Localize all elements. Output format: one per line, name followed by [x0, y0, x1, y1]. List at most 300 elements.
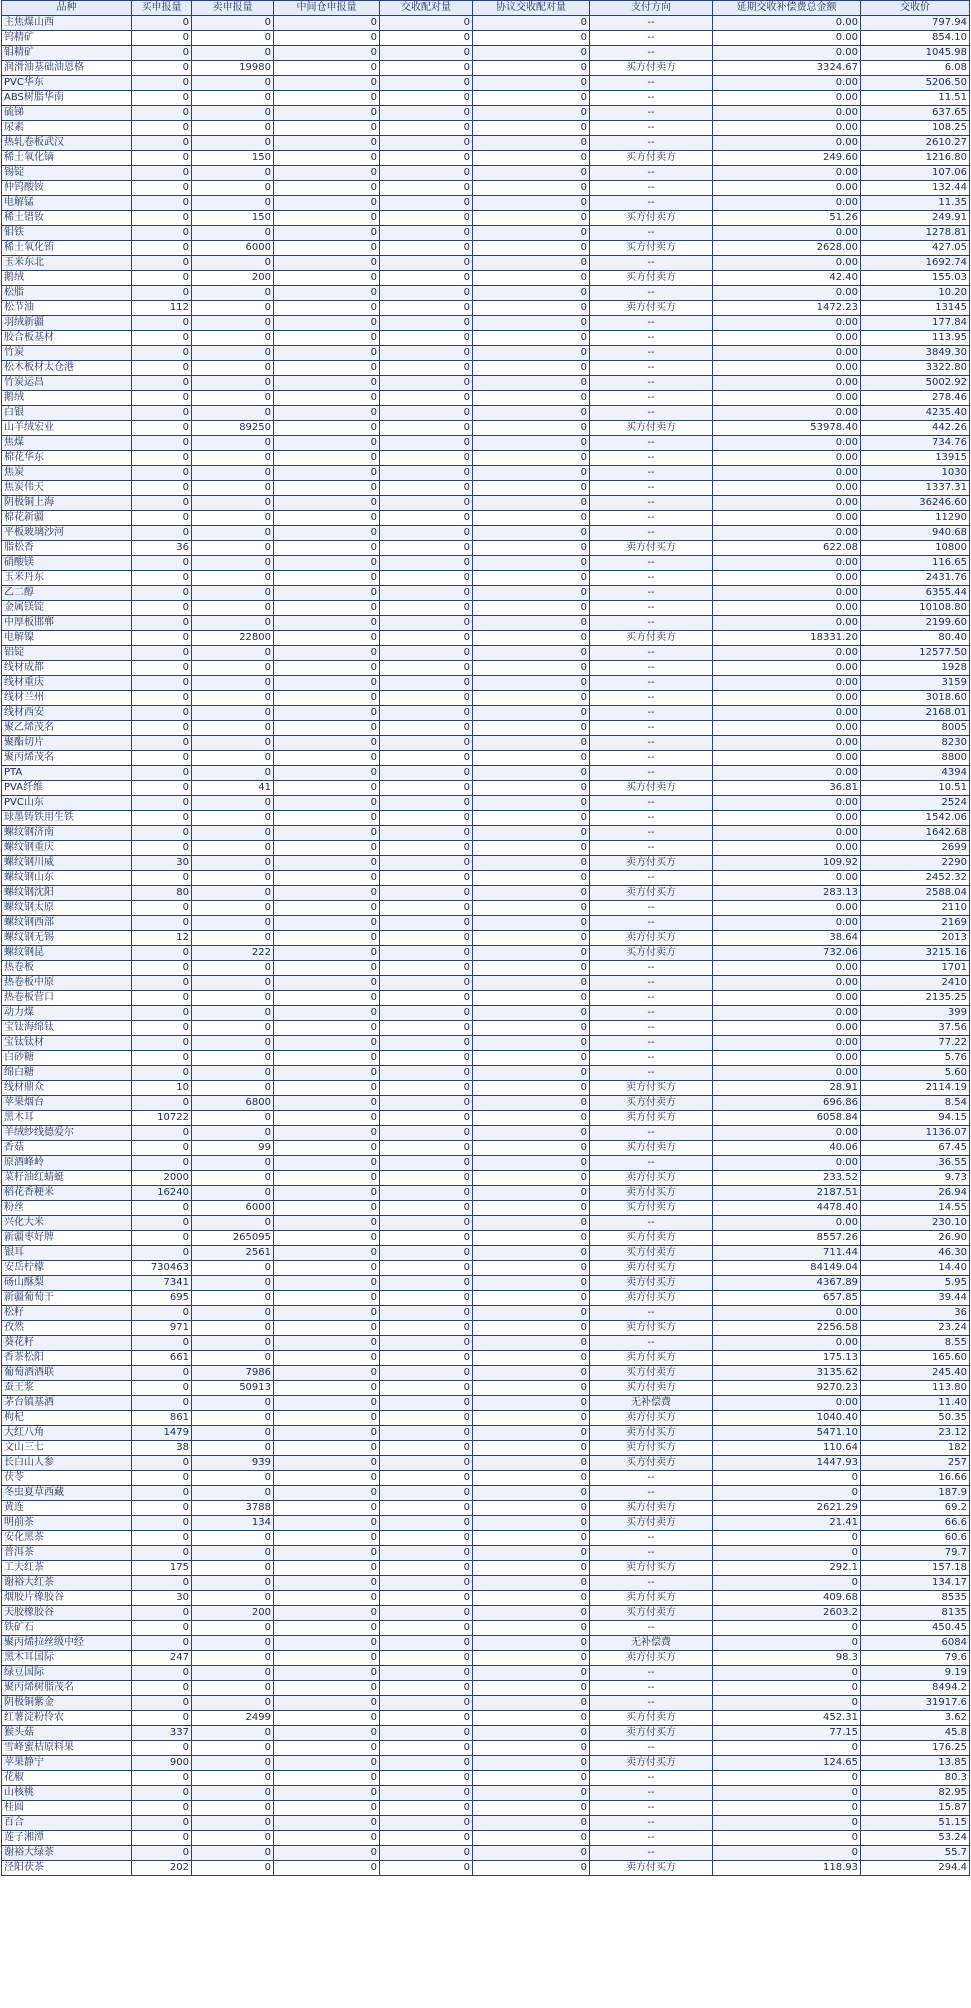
variety-cell: 尿素	[2, 121, 132, 136]
agreement-matched-cell: 0	[473, 931, 590, 946]
buy-declared-cell: 0	[132, 316, 192, 331]
table-row	[2, 1411, 970, 1426]
table-row	[2, 436, 970, 451]
delivery-price-cell: 3018.60	[861, 691, 970, 706]
buy-declared-cell: 0	[132, 1801, 192, 1816]
delivery-price-cell: 50.35	[861, 1411, 970, 1426]
compensation-total-cell: 0.00	[713, 121, 861, 136]
table-row	[2, 736, 970, 751]
compensation-total-cell: 18331.20	[713, 631, 861, 646]
buy-declared-cell: 0	[132, 1846, 192, 1861]
sell-declared-cell: 939	[192, 1456, 274, 1471]
agreement-matched-cell: 0	[473, 451, 590, 466]
payment-direction-cell: 买方付卖方	[590, 1456, 713, 1471]
agreement-matched-cell: 0	[473, 1111, 590, 1126]
delivery-matched-cell: 0	[380, 1111, 473, 1126]
compensation-total-cell: 0.00	[713, 76, 861, 91]
delivery-price-cell: 8005	[861, 721, 970, 736]
sell-declared-cell: 0	[192, 796, 274, 811]
payment-direction-cell: 买方付卖方	[590, 781, 713, 796]
buy-declared-cell: 0	[132, 286, 192, 301]
delivery-price-cell: 13145	[861, 301, 970, 316]
delivery-price-cell: 3215.16	[861, 946, 970, 961]
agreement-matched-cell: 0	[473, 331, 590, 346]
sell-declared-cell: 0	[192, 346, 274, 361]
buy-declared-cell: 0	[132, 826, 192, 841]
delivery-price-cell: 182	[861, 1441, 970, 1456]
sell-declared-cell: 0	[192, 1411, 274, 1426]
delivery-matched-cell: 0	[380, 361, 473, 376]
agreement-matched-cell: 0	[473, 91, 590, 106]
delivery-price-cell: 177.84	[861, 316, 970, 331]
delivery-matched-cell: 0	[380, 991, 473, 1006]
delivery-price-cell: 4235.40	[861, 406, 970, 421]
delivery-matched-cell: 0	[380, 406, 473, 421]
middle-declared-cell: 0	[274, 691, 380, 706]
variety-cell: 球墨铸铁用生铁	[2, 811, 132, 826]
buy-declared-cell: 10722	[132, 1111, 192, 1126]
table-row	[2, 31, 970, 46]
buy-declared-cell: 0	[132, 751, 192, 766]
buy-declared-cell: 861	[132, 1411, 192, 1426]
variety-cell: 绿豆国际	[2, 1666, 132, 1681]
table-row	[2, 1546, 970, 1561]
sell-declared-cell: 0	[192, 1666, 274, 1681]
middle-declared-cell: 0	[274, 556, 380, 571]
delivery-price-cell: 155.03	[861, 271, 970, 286]
variety-cell: 焦煤	[2, 436, 132, 451]
buy-declared-cell: 0	[132, 1366, 192, 1381]
table-row	[2, 1516, 970, 1531]
table-row	[2, 301, 970, 316]
delivery-price-cell: 9.19	[861, 1666, 970, 1681]
middle-declared-cell: 0	[274, 496, 380, 511]
middle-declared-cell: 0	[274, 1816, 380, 1831]
table-row	[2, 1231, 970, 1246]
delivery-matched-cell: 0	[380, 676, 473, 691]
variety-cell: 冬虫夏草西藏	[2, 1486, 132, 1501]
middle-declared-cell: 0	[274, 706, 380, 721]
variety-cell: 线材兰州	[2, 691, 132, 706]
agreement-matched-cell: 0	[473, 1576, 590, 1591]
compensation-total-cell: 0.00	[713, 871, 861, 886]
sell-declared-cell: 0	[192, 331, 274, 346]
sell-declared-cell: 0	[192, 1111, 274, 1126]
table-row	[2, 946, 970, 961]
delivery-matched-cell: 0	[380, 1261, 473, 1276]
variety-cell: 棉花华东	[2, 451, 132, 466]
compensation-total-cell: 0.00	[713, 1051, 861, 1066]
table-row	[2, 1576, 970, 1591]
compensation-total-cell: 0.00	[713, 466, 861, 481]
agreement-matched-cell: 0	[473, 1636, 590, 1651]
buy-declared-cell: 0	[132, 511, 192, 526]
payment-direction-cell: --	[590, 526, 713, 541]
delivery-price-cell: 134.17	[861, 1576, 970, 1591]
delivery-matched-cell: 0	[380, 1681, 473, 1696]
agreement-matched-cell: 0	[473, 1201, 590, 1216]
compensation-total-cell: 0	[713, 1696, 861, 1711]
delivery-price-cell: 8.54	[861, 1096, 970, 1111]
middle-declared-cell: 0	[274, 1096, 380, 1111]
buy-declared-cell: 36	[132, 541, 192, 556]
agreement-matched-cell: 0	[473, 691, 590, 706]
buy-declared-cell: 16240	[132, 1186, 192, 1201]
middle-declared-cell: 0	[274, 61, 380, 76]
middle-declared-cell: 0	[274, 871, 380, 886]
delivery-matched-cell: 0	[380, 1636, 473, 1651]
sell-declared-cell: 0	[192, 376, 274, 391]
delivery-matched-cell: 0	[380, 256, 473, 271]
delivery-matched-cell: 0	[380, 1186, 473, 1201]
agreement-matched-cell: 0	[473, 646, 590, 661]
middle-declared-cell: 0	[274, 1411, 380, 1426]
variety-cell: 新疆葡萄干	[2, 1291, 132, 1306]
sell-declared-cell: 0	[192, 1441, 274, 1456]
variety-cell: 黄连	[2, 1501, 132, 1516]
agreement-matched-cell: 0	[473, 481, 590, 496]
middle-declared-cell: 0	[274, 1216, 380, 1231]
payment-direction-cell: --	[590, 1486, 713, 1501]
delivery-price-cell: 257	[861, 1456, 970, 1471]
table-row	[2, 331, 970, 346]
sell-declared-cell: 0	[192, 931, 274, 946]
payment-direction-cell: 卖方付买方	[590, 1441, 713, 1456]
buy-declared-cell: 0	[132, 676, 192, 691]
middle-declared-cell: 0	[274, 1606, 380, 1621]
delivery-price-cell: 113.95	[861, 331, 970, 346]
variety-cell: 香菇	[2, 1141, 132, 1156]
agreement-matched-cell: 0	[473, 736, 590, 751]
variety-cell: 大红八角	[2, 1426, 132, 1441]
delivery-matched-cell: 0	[380, 901, 473, 916]
agreement-matched-cell: 0	[473, 1156, 590, 1171]
middle-declared-cell: 0	[274, 811, 380, 826]
compensation-total-cell: 1447.93	[713, 1456, 861, 1471]
compensation-total-cell: 0.00	[713, 1216, 861, 1231]
delivery-matched-cell: 0	[380, 1471, 473, 1486]
compensation-total-cell: 0.00	[713, 1126, 861, 1141]
agreement-matched-cell: 0	[473, 1006, 590, 1021]
middle-declared-cell: 0	[274, 676, 380, 691]
delivery-price-cell: 12577.50	[861, 646, 970, 661]
agreement-matched-cell: 0	[473, 256, 590, 271]
delivery-price-cell: 1030	[861, 466, 970, 481]
payment-direction-cell: --	[590, 361, 713, 376]
compensation-total-cell: 0	[713, 1546, 861, 1561]
middle-declared-cell: 0	[274, 1381, 380, 1396]
table-row	[2, 376, 970, 391]
delivery-matched-cell: 0	[380, 211, 473, 226]
variety-cell: 新疆枣好牌	[2, 1231, 132, 1246]
variety-cell: 电解锰	[2, 196, 132, 211]
payment-direction-cell: --	[590, 751, 713, 766]
payment-direction-cell: --	[590, 766, 713, 781]
middle-declared-cell: 0	[274, 151, 380, 166]
sell-declared-cell: 0	[192, 1396, 274, 1411]
compensation-total-cell: 5471.10	[713, 1426, 861, 1441]
buy-declared-cell: 0	[132, 1636, 192, 1651]
compensation-total-cell: 0	[713, 1531, 861, 1546]
agreement-matched-cell: 0	[473, 1486, 590, 1501]
middle-declared-cell: 0	[274, 751, 380, 766]
table-row	[2, 226, 970, 241]
variety-cell: 锡锭	[2, 166, 132, 181]
buy-declared-cell: 7341	[132, 1276, 192, 1291]
delivery-price-cell: 5.60	[861, 1066, 970, 1081]
table-row	[2, 1336, 970, 1351]
compensation-total-cell: 0.00	[713, 1021, 861, 1036]
agreement-matched-cell: 0	[473, 391, 590, 406]
payment-direction-cell: --	[590, 481, 713, 496]
header-buy-declared: 买申报量	[132, 1, 192, 16]
sell-declared-cell: 0	[192, 1261, 274, 1276]
delivery-price-cell: 940.68	[861, 526, 970, 541]
agreement-matched-cell: 0	[473, 676, 590, 691]
middle-declared-cell: 0	[274, 1846, 380, 1861]
buy-declared-cell: 0	[132, 916, 192, 931]
delivery-matched-cell: 0	[380, 1006, 473, 1021]
compensation-total-cell: 0.00	[713, 361, 861, 376]
payment-direction-cell: --	[590, 1681, 713, 1696]
sell-declared-cell: 0	[192, 856, 274, 871]
payment-direction-cell: 买方付卖方	[590, 1141, 713, 1156]
compensation-total-cell: 0.00	[713, 586, 861, 601]
delivery-price-cell: 2524	[861, 796, 970, 811]
table-row	[2, 991, 970, 1006]
buy-declared-cell: 0	[132, 31, 192, 46]
middle-declared-cell: 0	[274, 1351, 380, 1366]
payment-direction-cell: 买方付卖方	[590, 1096, 713, 1111]
middle-declared-cell: 0	[274, 1756, 380, 1771]
sell-declared-cell: 0	[192, 91, 274, 106]
variety-cell: 竹炭运昌	[2, 376, 132, 391]
delivery-matched-cell: 0	[380, 1546, 473, 1561]
compensation-total-cell: 21.41	[713, 1516, 861, 1531]
sell-declared-cell: 0	[192, 1291, 274, 1306]
compensation-total-cell: 0.00	[713, 1156, 861, 1171]
payment-direction-cell: --	[590, 1126, 713, 1141]
variety-cell: 茯苓	[2, 1471, 132, 1486]
agreement-matched-cell: 0	[473, 1396, 590, 1411]
agreement-matched-cell: 0	[473, 241, 590, 256]
buy-declared-cell: 0	[132, 1786, 192, 1801]
delivery-price-cell: 637.65	[861, 106, 970, 121]
buy-declared-cell: 0	[132, 1666, 192, 1681]
compensation-total-cell: 0	[713, 1846, 861, 1861]
compensation-total-cell: 657.85	[713, 1291, 861, 1306]
sell-declared-cell: 0	[192, 1081, 274, 1096]
buy-declared-cell: 0	[132, 946, 192, 961]
sell-declared-cell: 0	[192, 1186, 274, 1201]
variety-cell: 螺纹钢太原	[2, 901, 132, 916]
buy-declared-cell: 0	[132, 691, 192, 706]
variety-cell: 松籽	[2, 1306, 132, 1321]
delivery-price-cell: 3159	[861, 676, 970, 691]
agreement-matched-cell: 0	[473, 1591, 590, 1606]
buy-declared-cell: 0	[132, 256, 192, 271]
sell-declared-cell: 19980	[192, 61, 274, 76]
middle-declared-cell: 0	[274, 1006, 380, 1021]
agreement-matched-cell: 0	[473, 1546, 590, 1561]
variety-cell: 钨精矿	[2, 31, 132, 46]
table-row	[2, 256, 970, 271]
sell-declared-cell: 0	[192, 1471, 274, 1486]
buy-declared-cell: 0	[132, 376, 192, 391]
buy-declared-cell: 10	[132, 1081, 192, 1096]
middle-declared-cell: 0	[274, 1576, 380, 1591]
agreement-matched-cell: 0	[473, 1861, 590, 1876]
delivery-price-cell: 79.7	[861, 1546, 970, 1561]
table-row	[2, 841, 970, 856]
variety-cell: 钼铁	[2, 226, 132, 241]
table-row	[2, 211, 970, 226]
buy-declared-cell: 0	[132, 1546, 192, 1561]
delivery-matched-cell: 0	[380, 1141, 473, 1156]
sell-declared-cell: 0	[192, 1426, 274, 1441]
compensation-total-cell: 2256.58	[713, 1321, 861, 1336]
delivery-matched-cell: 0	[380, 121, 473, 136]
buy-declared-cell: 661	[132, 1351, 192, 1366]
delivery-price-cell: 53.24	[861, 1831, 970, 1846]
buy-declared-cell: 202	[132, 1861, 192, 1876]
payment-direction-cell: 买方付卖方	[590, 271, 713, 286]
variety-cell: 猴头菇	[2, 1726, 132, 1741]
buy-declared-cell: 0	[132, 1231, 192, 1246]
agreement-matched-cell: 0	[473, 361, 590, 376]
delivery-price-cell: 31917.6	[861, 1696, 970, 1711]
variety-cell: 硫锑	[2, 106, 132, 121]
payment-direction-cell: --	[590, 376, 713, 391]
compensation-total-cell: 0.00	[713, 136, 861, 151]
variety-cell: 茅台镇基酒	[2, 1396, 132, 1411]
delivery-matched-cell: 0	[380, 31, 473, 46]
buy-declared-cell: 0	[132, 361, 192, 376]
header-compensation-total: 延期交收补偿费总金额	[713, 1, 861, 16]
middle-declared-cell: 0	[274, 1801, 380, 1816]
compensation-total-cell: 0.00	[713, 676, 861, 691]
payment-direction-cell: --	[590, 436, 713, 451]
compensation-total-cell: 0.00	[713, 916, 861, 931]
delivery-price-cell: 854.10	[861, 31, 970, 46]
sell-declared-cell: 0	[192, 886, 274, 901]
agreement-matched-cell: 0	[473, 1741, 590, 1756]
compensation-total-cell: 98.3	[713, 1651, 861, 1666]
buy-declared-cell: 0	[132, 211, 192, 226]
delivery-matched-cell: 0	[380, 16, 473, 31]
compensation-total-cell: 2621.29	[713, 1501, 861, 1516]
agreement-matched-cell: 0	[473, 61, 590, 76]
delivery-matched-cell: 0	[380, 1021, 473, 1036]
sell-declared-cell: 200	[192, 271, 274, 286]
delivery-matched-cell: 0	[380, 136, 473, 151]
variety-cell: 白银	[2, 406, 132, 421]
variety-cell: 黑木耳	[2, 1111, 132, 1126]
middle-declared-cell: 0	[274, 76, 380, 91]
sell-declared-cell: 89250	[192, 421, 274, 436]
delivery-price-cell: 1701	[861, 961, 970, 976]
sell-declared-cell: 0	[192, 181, 274, 196]
payment-direction-cell: 买方付卖方	[590, 631, 713, 646]
buy-declared-cell: 0	[132, 1486, 192, 1501]
compensation-total-cell: 0	[713, 1666, 861, 1681]
variety-cell: 百合	[2, 1816, 132, 1831]
delivery-matched-cell: 0	[380, 1501, 473, 1516]
delivery-matched-cell: 0	[380, 61, 473, 76]
middle-declared-cell: 0	[274, 586, 380, 601]
agreement-matched-cell: 0	[473, 1261, 590, 1276]
payment-direction-cell: --	[590, 91, 713, 106]
delivery-price-cell: 3.62	[861, 1711, 970, 1726]
variety-cell: 聚丙烯拉丝级中经	[2, 1636, 132, 1651]
delivery-matched-cell: 0	[380, 46, 473, 61]
compensation-total-cell: 0.00	[713, 691, 861, 706]
variety-cell: 蚕王浆	[2, 1381, 132, 1396]
delivery-price-cell: 26.90	[861, 1231, 970, 1246]
buy-declared-cell: 0	[132, 1576, 192, 1591]
middle-declared-cell: 0	[274, 976, 380, 991]
delivery-matched-cell: 0	[380, 1531, 473, 1546]
agreement-matched-cell: 0	[473, 1321, 590, 1336]
header-payment-direction: 支付方向	[590, 1, 713, 16]
table-row	[2, 631, 970, 646]
variety-cell: 松节油	[2, 301, 132, 316]
payment-direction-cell: --	[590, 1306, 713, 1321]
delivery-matched-cell: 0	[380, 1051, 473, 1066]
delivery-price-cell: 82.95	[861, 1786, 970, 1801]
sell-declared-cell: 0	[192, 1846, 274, 1861]
delivery-price-cell: 94.15	[861, 1111, 970, 1126]
variety-cell: 金属镁锭	[2, 601, 132, 616]
sell-declared-cell: 0	[192, 976, 274, 991]
payment-direction-cell: 卖方付买方	[590, 1861, 713, 1876]
header-agreement-matched: 协议交收配对量	[473, 1, 590, 16]
table-row	[2, 1126, 970, 1141]
payment-direction-cell: --	[590, 1006, 713, 1021]
agreement-matched-cell: 0	[473, 1711, 590, 1726]
variety-cell: 松木板材太仓港	[2, 361, 132, 376]
delivery-price-cell: 13.85	[861, 1756, 970, 1771]
middle-declared-cell: 0	[274, 1546, 380, 1561]
sell-declared-cell: 0	[192, 526, 274, 541]
table-row	[2, 1366, 970, 1381]
delivery-price-cell: 1928	[861, 661, 970, 676]
buy-declared-cell: 0	[132, 616, 192, 631]
compensation-total-cell: 732.06	[713, 946, 861, 961]
sell-declared-cell: 0	[192, 1546, 274, 1561]
compensation-total-cell: 28.91	[713, 1081, 861, 1096]
delivery-price-cell: 1278.81	[861, 226, 970, 241]
table-row	[2, 511, 970, 526]
table-row	[2, 166, 970, 181]
buy-declared-cell: 0	[132, 1501, 192, 1516]
sell-declared-cell: 0	[192, 616, 274, 631]
sell-declared-cell: 0	[192, 406, 274, 421]
delivery-matched-cell: 0	[380, 916, 473, 931]
variety-cell: 谢裕大红茶	[2, 1576, 132, 1591]
delivery-price-cell: 80.3	[861, 1771, 970, 1786]
compensation-total-cell: 0.00	[713, 646, 861, 661]
agreement-matched-cell: 0	[473, 1141, 590, 1156]
payment-direction-cell: 买方付卖方	[590, 211, 713, 226]
delivery-matched-cell: 0	[380, 1606, 473, 1621]
payment-direction-cell: 买方付卖方	[590, 241, 713, 256]
payment-direction-cell: --	[590, 1036, 713, 1051]
table-body	[2, 16, 970, 1876]
payment-direction-cell: 无补偿费	[590, 1396, 713, 1411]
table-row	[2, 676, 970, 691]
compensation-total-cell: 0.00	[713, 1036, 861, 1051]
